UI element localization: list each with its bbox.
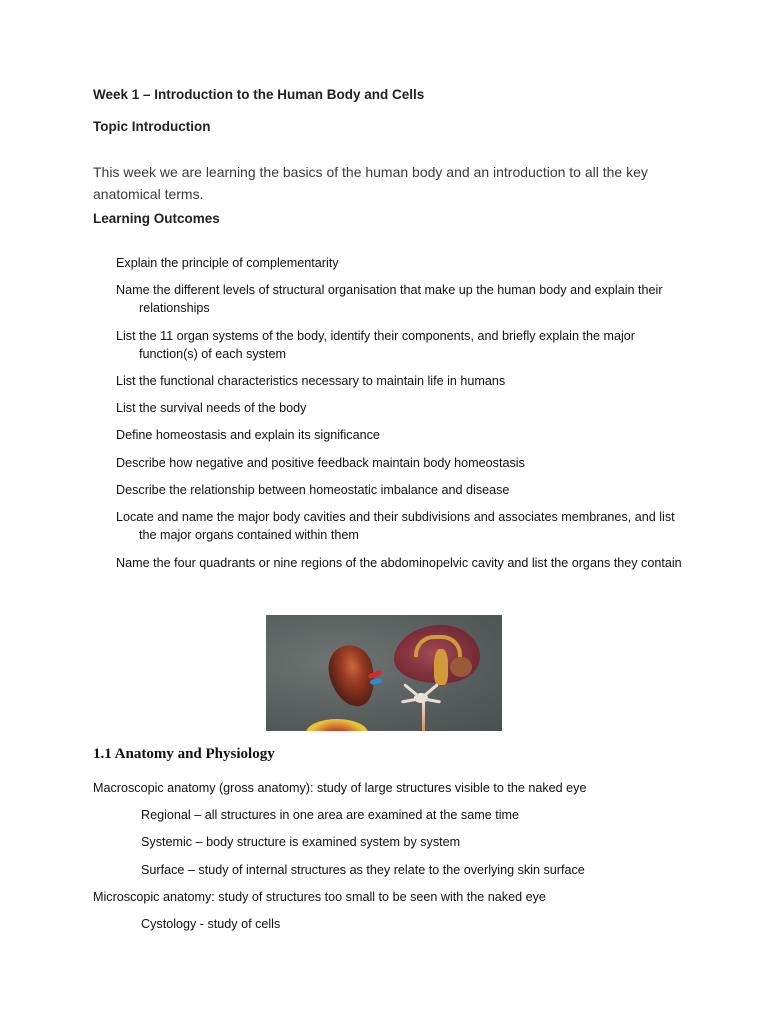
learning-outcome-item: Locate and name the major body cavities and their subdivisions and associates membranes, and list the major organs contained within them — [116, 510, 675, 543]
microscopic-item-cytology: Cystology - study of cells — [141, 917, 281, 931]
cerebellum — [450, 657, 472, 677]
intro-paragraph: This week we are learning the basics of the human body and an introduction to all the key anatomical terms. — [93, 164, 648, 202]
anatomy-models-image — [266, 615, 502, 731]
learning-outcome-item: Define homeostasis and explain its significance — [116, 428, 380, 443]
macroscopic-item-systemic: Systemic – body structure is examined system by system — [141, 835, 461, 849]
learning-outcome-item: Name the different levels of structural organisation that make up the human body and explain their relationships — [116, 283, 663, 316]
brain-stem — [434, 649, 448, 685]
learning-outcome-item: List the functional characteristics necessary to maintain life in humans — [116, 373, 506, 388]
neuron-axon — [422, 701, 425, 731]
learning-outcomes-heading: Learning Outcomes — [93, 211, 220, 226]
learning-outcome-item: Name the four quadrants or nine regions of the abdominopelvic cavity and list the organs they contain — [116, 555, 682, 570]
microscopic-anatomy-definition: Microscopic anatomy: study of structures too small to be seen with the naked eye — [93, 890, 546, 904]
section-heading-anatomy-physiology: 1.1 Anatomy and Physiology — [93, 746, 275, 762]
macroscopic-item-regional: Regional – all structures in one area are examined at the same time — [141, 808, 520, 822]
page-title: Week 1 – Introduction to the Human Body and Cells — [93, 87, 425, 102]
organ-model — [306, 719, 368, 731]
learning-outcome-item: Describe how negative and positive feedback maintain body homeostasis — [116, 455, 525, 470]
macroscopic-anatomy-definition: Macroscopic anatomy (gross anatomy): study of large structures visible to the naked eye — [93, 781, 587, 795]
topic-introduction-heading: Topic Introduction — [93, 119, 211, 134]
learning-outcomes-list — [116, 254, 686, 581]
learning-outcome-item: List the 11 organ systems of the body, identify their components, and briefly explain the major function(s) of each system — [116, 328, 635, 361]
learning-outcome-item: Describe the relationship between homeostatic imbalance and disease — [116, 483, 510, 498]
macroscopic-item-surface: Surface – study of internal structures as they relate to the overlying skin surface — [141, 863, 585, 877]
kidney-vein — [370, 678, 383, 685]
learning-outcome-item: List the survival needs of the body — [116, 401, 307, 416]
learning-outcome-item: Explain the principle of complementarity — [116, 256, 339, 270]
